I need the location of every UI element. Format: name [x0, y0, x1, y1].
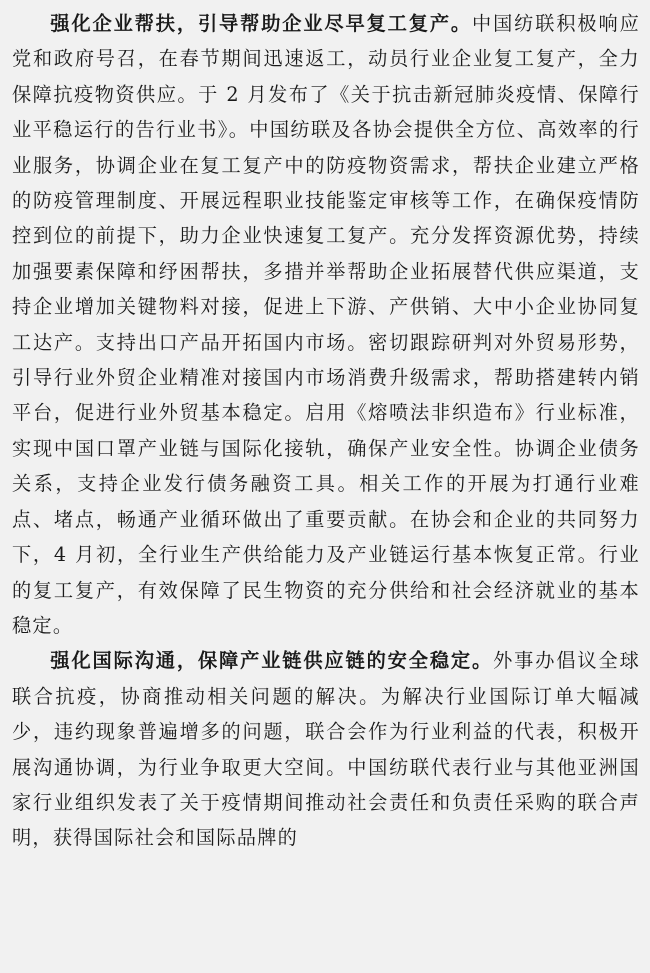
paragraph-international-communication [12, 643, 640, 855]
paragraph-body: 外事办倡议全球联合抗疫，协商推动相关问题的解决。为解决行业国际订单大幅减少，违约现象普遍增多的问题，联合会作为行业利益的代表，积极开展沟通协调，为行业争取更大空间。中国纺联代表行业与其他亚洲国家行业组织发表了关于疫情期间推动社会责任和负责任采购的联合声明，获得国际社会和国际品牌的 [12, 649, 641, 850]
paragraph-enterprise-support [12, 6, 640, 643]
paragraph-heading: 强化企业帮扶，引导帮助企业尽早复工复产。 [50, 12, 472, 35]
paragraph-heading: 强化国际沟通，保障产业链供应链的安全稳定。 [50, 649, 494, 673]
paragraph-body: 中国纺联积极响应党和政府号召，在春节期间迅速返工，动员行业企业复工复产，全力保障抗疫物资供应。于 2 月发布了《关于抗击新冠肺炎疫情、保障行业平稳运行的告行业书》。中国纺联及各协会提供全方位、高效率的行业服务，协调企业在复工复产中的防疫物资需求，帮扶企业建立严格的防疫管理制度、开展远程职业技能鉴定审核等工作，在确保疫情防控到位的前提下，助力企业快速复工复产。充分发挥资源优势，持续加强要素保障和纾困帮扶，多措并举帮助企业拓展替代供应渠道，支持企业增加关键物料对接，促进上下游、产供销、大中小企业协同复工达产。支持出口产品开拓国内市场。密切跟踪研判对外贸易形势，引导行业外贸企业精准对接国内市场消费升级需求，帮助搭建转内销平台，促进行业外贸基本稳定。启用《熔喷法非织造布》行业标准，实现中国口罩产业链与国际化接轨，确保产业安全性。协调企业债务关系，支持企业发行债务融资工具。相关工作的开展为打通行业难点、堵点，畅通产业循环做出了重要贡献。在协会和企业的共同努力下，4 月初，全行业生产供给能力及产业链运行基本恢复正常。行业的复工复产，有效保障了民生物资的充分供给和社会经济就业的基本稳定。 [12, 12, 641, 637]
